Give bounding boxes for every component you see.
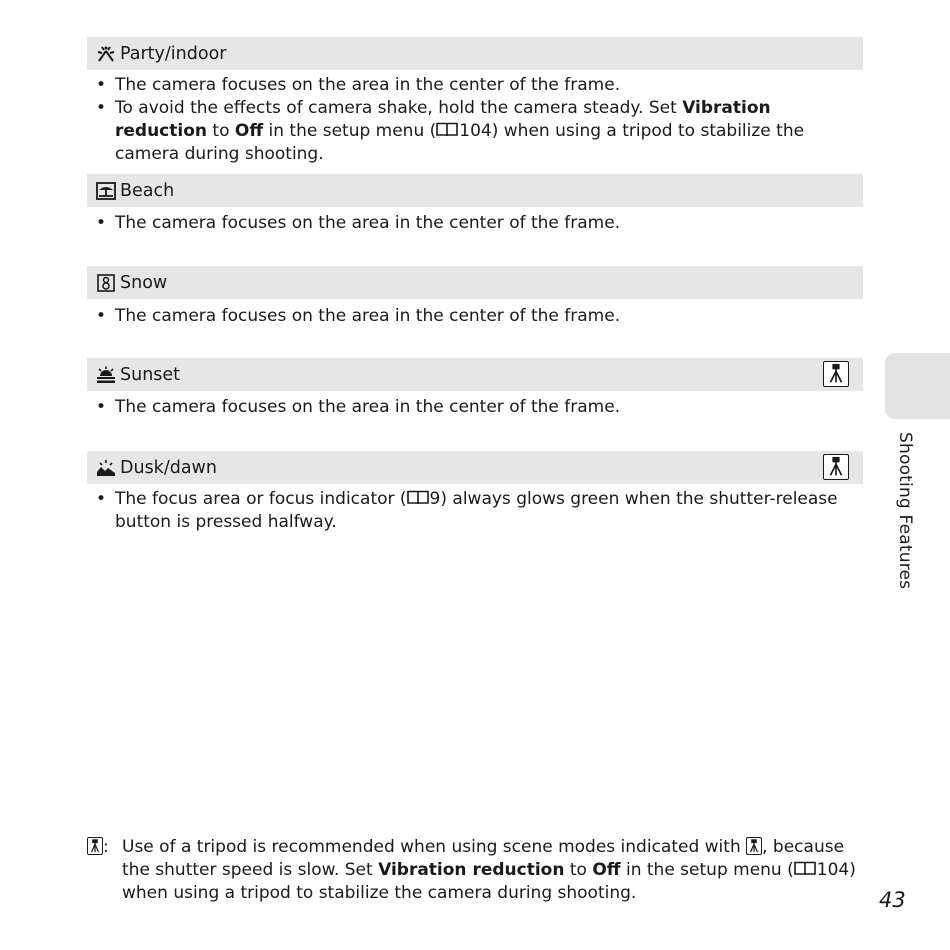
footnote-mark — [87, 836, 109, 859]
list-item — [93, 488, 855, 534]
bold-term: Vibration reduction — [115, 98, 771, 141]
section-bullets-snow — [93, 305, 855, 328]
page-number: 43 — [879, 888, 906, 912]
list-item — [93, 212, 855, 235]
section-header-beach — [87, 174, 863, 207]
section-title: Beach — [120, 180, 175, 201]
section-title: Snow — [120, 272, 168, 293]
bullet-text: to — [207, 121, 235, 141]
section-title: Party/indoor — [120, 43, 227, 64]
section-bullets-dusk-dawn — [93, 488, 855, 534]
footnote — [87, 836, 867, 905]
list-item — [93, 74, 855, 97]
tripod-icon — [87, 837, 103, 855]
book-icon — [794, 861, 816, 876]
snow-icon — [96, 274, 116, 292]
footnote-segment: Use of a tripod is recommended when using scene modes indicated with — [122, 837, 747, 857]
bullet-text: ) when using a tripod to stabilize the camera during shooting. — [115, 121, 805, 164]
bold-term: Off — [592, 860, 621, 880]
list-item — [93, 305, 855, 328]
section-bullets-party-indoor — [93, 74, 855, 166]
bullet-text: To avoid the effects of camera shake, hold the camera steady. Set — [115, 98, 683, 118]
tripod-icon — [746, 837, 762, 855]
footnote-text — [122, 836, 867, 905]
list-item — [93, 97, 855, 166]
section-header-sunset — [87, 358, 863, 391]
side-tab — [885, 353, 950, 419]
section-title: Dusk/dawn — [120, 457, 217, 478]
section-header-dusk-dawn — [87, 451, 863, 484]
bullet-text: The camera focuses on the area in the center of the frame. — [115, 75, 621, 95]
footnote-segment: to — [564, 860, 593, 880]
page-ref[interactable]: 9 — [429, 489, 441, 509]
beach-icon — [96, 182, 116, 200]
page-ref[interactable]: 104 — [459, 121, 492, 141]
bullet-text: The camera focuses on the area in the center of the frame. — [115, 397, 621, 417]
footnote-colon: : — [103, 837, 109, 857]
list-item — [93, 396, 855, 419]
footnote-segment: in the setup menu ( — [620, 860, 794, 880]
page-ref[interactable]: 104 — [816, 860, 850, 880]
section-bullets-beach — [93, 212, 855, 235]
bullet-text: The camera focuses on the area in the center of the frame. — [115, 306, 621, 326]
side-tab-label: Shooting Features — [895, 432, 915, 590]
bullet-text: The camera focuses on the area in the center of the frame. — [115, 213, 621, 233]
bullet-text: ) always glows green when the shutter-release button is pressed halfway. — [115, 489, 838, 532]
sunset-icon — [96, 366, 116, 384]
bullet-text: in the setup menu ( — [263, 121, 437, 141]
section-header-party-indoor — [87, 37, 863, 70]
bold-term: Off — [234, 121, 264, 141]
tripod-icon — [823, 361, 849, 387]
footnote-segment: ) when using a tripod to stabilize the camera during shooting. — [122, 860, 856, 903]
section-bullets-sunset — [93, 396, 855, 419]
section-header-snow — [87, 266, 863, 299]
section-title: Sunset — [120, 364, 181, 385]
book-icon — [436, 122, 458, 137]
tripod-icon — [823, 454, 849, 480]
bold-term: Vibration reduction — [378, 860, 565, 880]
party-indoor-icon — [96, 45, 116, 63]
book-icon — [407, 490, 429, 505]
footnote-segment: , because the shutter speed is slow. Set — [122, 837, 845, 880]
dusk-dawn-icon — [96, 459, 116, 477]
bullet-text: The focus area or focus indicator ( — [115, 489, 407, 509]
